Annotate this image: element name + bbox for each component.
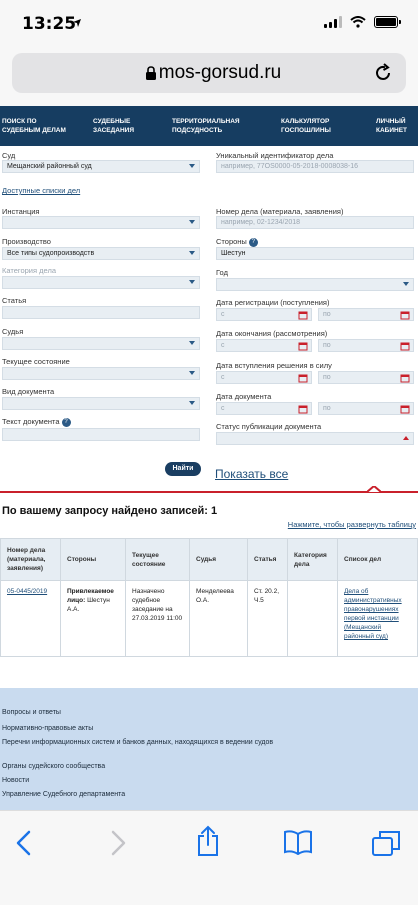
url-text: mos-gorsud.ru <box>158 62 282 83</box>
cell-case-number <box>1 581 61 657</box>
state-select[interactable] <box>2 367 200 380</box>
tabs-icon[interactable] <box>371 829 401 857</box>
share-icon[interactable] <box>196 825 220 857</box>
calendar-icon[interactable] <box>298 404 308 414</box>
available-lists-link[interactable]: Доступные списки дел <box>2 186 81 195</box>
proceeding-value: Все типы судопроизводств <box>7 250 95 257</box>
find-button[interactable]: Найти <box>165 462 201 476</box>
status-bar <box>0 0 418 50</box>
book-icon[interactable] <box>283 829 313 855</box>
force-date-label: Дата вступления решения в силу <box>216 361 332 370</box>
calendar-icon[interactable] <box>400 341 410 351</box>
browser-address-area <box>0 50 418 106</box>
col-judge: Судья <box>190 539 248 581</box>
parties-input[interactable]: Шестун <box>216 247 414 260</box>
pub-status-label: Статус публикации документа <box>216 422 322 431</box>
site-navigation <box>0 106 418 146</box>
expand-table-link[interactable]: Нажмите, чтобы развернуть таблицу <box>287 520 416 529</box>
browser-toolbar <box>0 810 418 905</box>
nav-item-jurisdiction[interactable]: ТЕРРИТОРИАЛЬНАЯ ПОДСУДНОСТЬ <box>172 118 240 134</box>
case-number-label: Номер дела (материала, заявления) <box>216 207 344 216</box>
uid-input[interactable]: например, 77OS0000-05-2018-0008038-16 <box>216 160 414 173</box>
footer-link-legal-acts[interactable]: Нормативно-правовые акты <box>2 725 94 732</box>
cell-parties <box>61 581 126 657</box>
col-category: Категория дела <box>288 539 338 581</box>
category-label: Категория дела <box>2 266 56 275</box>
court-label: Суд <box>2 151 16 160</box>
nav-item-account[interactable]: ЛИЧНЫЙ КАБИНЕТ <box>376 118 408 134</box>
calendar-icon[interactable] <box>298 373 308 383</box>
from-text: с <box>221 374 225 381</box>
force-date-from[interactable] <box>216 371 312 384</box>
case-list-link[interactable]: Дела об административных правонарушениях первой инстанции (Мещанский районный суд) <box>344 588 402 640</box>
instance-label: Инстанция <box>2 207 40 216</box>
chevron-up-icon <box>403 436 409 440</box>
to-text: по <box>323 311 331 318</box>
doc-type-select[interactable] <box>2 397 200 410</box>
chevron-down-icon <box>403 282 409 286</box>
from-text: с <box>221 311 225 318</box>
help-icon[interactable]: ? <box>249 238 258 247</box>
end-date-to[interactable] <box>318 339 414 352</box>
chevron-down-icon <box>189 251 195 255</box>
reg-date-to[interactable] <box>318 308 414 321</box>
state-label: Текущее состояние <box>2 357 70 366</box>
status-time: 13:25 <box>22 14 77 34</box>
back-icon[interactable] <box>14 829 34 857</box>
to-text: по <box>323 405 331 412</box>
calendar-icon[interactable] <box>298 310 308 320</box>
proceeding-select[interactable] <box>2 247 200 260</box>
col-case-number: Номер дела (материала, заявления) <box>1 539 61 581</box>
nav-item-fee-calculator[interactable]: КАЛЬКУЛЯТОР ГОСПОШЛИНЫ <box>281 118 331 134</box>
year-label: Год <box>216 268 228 277</box>
wifi-icon <box>350 16 366 28</box>
parties-label-text: Стороны <box>216 237 247 246</box>
pub-status-select[interactable] <box>216 432 414 445</box>
calendar-icon[interactable] <box>400 373 410 383</box>
cell-state: Назначено судебное заседание на 27.03.2019 11:00 <box>126 581 190 657</box>
status-indicators <box>324 16 398 28</box>
calendar-icon[interactable] <box>400 310 410 320</box>
article-input[interactable] <box>2 306 200 319</box>
show-all-link[interactable]: Показать все <box>215 467 289 481</box>
forward-icon[interactable] <box>108 829 128 857</box>
nav-item-case-search[interactable]: ПОИСК ПО СУДЕБНЫМ ДЕЛАМ <box>2 118 66 134</box>
court-select[interactable] <box>2 160 200 173</box>
year-select[interactable] <box>216 278 414 291</box>
parties-label <box>216 237 258 247</box>
force-date-to[interactable] <box>318 371 414 384</box>
footer-link-info-systems[interactable]: Перечни информационных систем и банков данных, находящихся в ведении судов <box>2 739 274 746</box>
article-label: Статья <box>2 296 27 305</box>
from-text: с <box>221 405 225 412</box>
reg-date-label: Дата регистрации (поступления) <box>216 298 330 307</box>
divider-notch <box>367 486 381 494</box>
doc-date-to[interactable] <box>318 402 414 415</box>
end-date-label: Дата окончания (рассмотрения) <box>216 329 328 338</box>
address-bar[interactable] <box>12 53 406 93</box>
end-date-from[interactable] <box>216 339 312 352</box>
footer-link-faq[interactable]: Вопросы и ответы <box>2 709 61 716</box>
doc-text-label-text: Текст документа <box>2 417 60 426</box>
chevron-down-icon <box>189 371 195 375</box>
footer-link-news[interactable]: Новости <box>2 777 30 784</box>
doc-type-label: Вид документа <box>2 387 55 396</box>
from-text: с <box>221 342 225 349</box>
case-number-link[interactable]: 05-0445/2019 <box>7 588 48 595</box>
case-number-input[interactable]: например, 02-1234/2018 <box>216 216 414 229</box>
chevron-down-icon <box>189 341 195 345</box>
results-table <box>0 538 418 657</box>
help-icon[interactable]: ? <box>62 418 71 427</box>
to-text: по <box>323 374 331 381</box>
doc-date-from[interactable] <box>216 402 312 415</box>
cell-list <box>338 581 418 657</box>
chevron-down-icon <box>189 220 195 224</box>
reload-icon[interactable] <box>372 62 394 84</box>
cellular-signal-icon <box>324 16 342 28</box>
judge-select[interactable] <box>2 337 200 350</box>
location-arrow-icon <box>72 18 82 28</box>
cell-judge: Менделеева О.А. <box>190 581 248 657</box>
doc-text-input[interactable] <box>2 428 200 441</box>
cell-category <box>288 581 338 657</box>
to-text: по <box>323 342 331 349</box>
reg-date-from[interactable] <box>216 308 312 321</box>
cell-article: Ст. 20.2, Ч.5 <box>248 581 288 657</box>
footer-link-judicial-community[interactable]: Органы судейского сообщества <box>2 763 106 770</box>
col-article: Статья <box>248 539 288 581</box>
site-footer <box>0 688 418 810</box>
category-select[interactable] <box>2 276 200 289</box>
uid-label: Уникальный идентификатор дела <box>216 151 334 160</box>
chevron-down-icon <box>189 280 195 284</box>
battery-icon <box>374 16 398 28</box>
nav-item-hearings[interactable]: СУДЕБНЫЕ ЗАСЕДАНИЯ <box>93 118 134 134</box>
instance-select[interactable] <box>2 216 200 229</box>
chevron-down-icon <box>189 164 195 168</box>
judge-label: Судья <box>2 327 24 336</box>
table-header-row <box>1 539 418 581</box>
parties-role: Привлекаемое лицо: <box>67 588 114 604</box>
col-list: Список дел <box>338 539 418 581</box>
doc-date-label: Дата документа <box>216 392 272 401</box>
doc-text-label <box>2 417 71 427</box>
footer-link-department[interactable]: Управление Судебного департамента <box>2 791 126 798</box>
chevron-down-icon <box>189 401 195 405</box>
parties-name: Шестун А.А. <box>67 597 110 613</box>
proceeding-label: Производство <box>2 237 51 246</box>
calendar-icon[interactable] <box>400 404 410 414</box>
col-state: Текущее состояние <box>126 539 190 581</box>
red-divider <box>0 491 418 493</box>
calendar-icon[interactable] <box>298 341 308 351</box>
court-value: Мещанский районный суд <box>7 163 92 170</box>
results-title: По вашему запросу найдено записей: 1 <box>2 505 218 517</box>
table-row <box>1 581 418 657</box>
col-parties: Стороны <box>61 539 126 581</box>
